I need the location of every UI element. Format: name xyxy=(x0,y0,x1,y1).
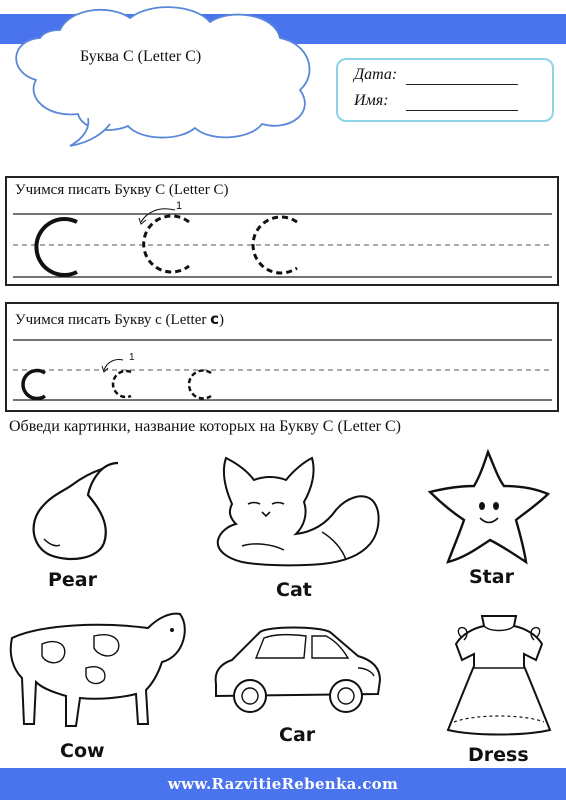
lowercase-trace-letter-2 xyxy=(183,366,219,402)
uppercase-stroke-number: 1 xyxy=(176,200,183,212)
car-label: Car xyxy=(279,724,316,746)
cow-label: Cow xyxy=(60,740,105,762)
lowercase-sample-letter xyxy=(17,366,53,402)
cat-label: Cat xyxy=(276,579,312,601)
lowercase-stroke-number: 1 xyxy=(129,352,135,363)
lowercase-title-prefix: Учимся писать Букву с (Letter xyxy=(15,312,211,328)
name-label: Имя: xyxy=(354,92,389,109)
uppercase-sample-letter xyxy=(19,214,89,280)
car-icon[interactable] xyxy=(208,622,386,718)
uppercase-practice-panel xyxy=(5,176,559,286)
pear-icon[interactable] xyxy=(24,455,134,565)
pear-label: Pear xyxy=(48,569,98,591)
date-name-box xyxy=(336,58,554,122)
lowercase-title-suffix: ) xyxy=(219,312,225,328)
lowercase-title-letter: c xyxy=(210,310,220,328)
footer-band xyxy=(0,768,566,800)
dress-label: Dress xyxy=(468,744,529,766)
uppercase-trace-letter-2 xyxy=(239,212,305,278)
date-label: Дата: xyxy=(354,66,398,83)
uppercase-trace-letter-1 xyxy=(125,200,205,280)
name-field[interactable] xyxy=(406,110,518,111)
uppercase-practice-title: Учимся писать Букву С (Letter C) xyxy=(15,182,229,198)
date-field[interactable] xyxy=(406,84,518,85)
cloud-bubble xyxy=(0,0,330,150)
lowercase-writing-lines xyxy=(7,304,557,410)
lowercase-practice-panel xyxy=(5,302,559,412)
instruction-text: Обведи картинки, название которых на Букву С (Letter C) xyxy=(9,418,401,435)
dress-icon[interactable] xyxy=(444,610,554,740)
cat-icon[interactable] xyxy=(202,452,388,574)
star-icon[interactable] xyxy=(426,448,554,566)
star-label: Star xyxy=(469,566,514,588)
cow-icon[interactable] xyxy=(2,604,192,734)
page-title: Буква С (Letter C) xyxy=(80,48,202,65)
footer-url[interactable]: www.RazvitieRebenka.com xyxy=(167,775,399,793)
